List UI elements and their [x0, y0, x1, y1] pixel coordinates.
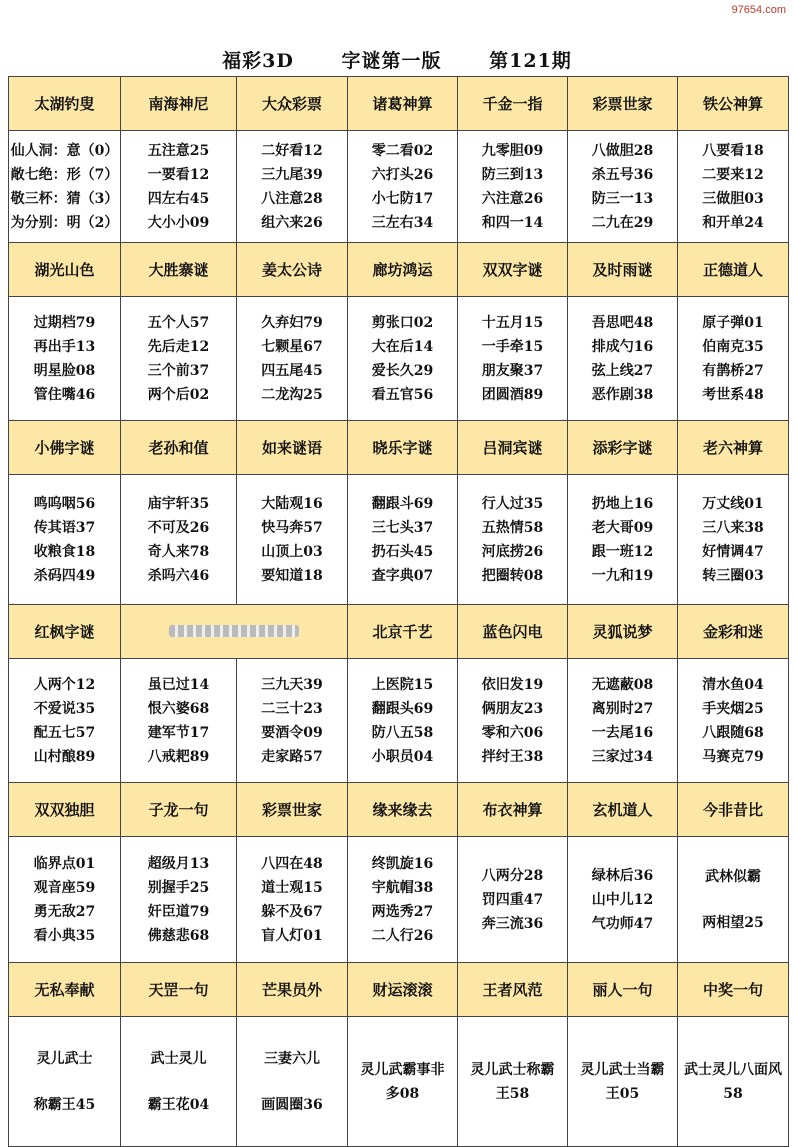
riddle-line: 二好看12 [261, 142, 323, 159]
spacer [237, 1071, 347, 1093]
riddle-line: 朋友聚37 [481, 362, 544, 379]
riddle-line: 十五月15 [481, 314, 544, 331]
column-header: 北京千艺 [348, 605, 458, 659]
blurred-text [169, 625, 299, 637]
page-title [0, 46, 794, 73]
riddle-cell [237, 131, 348, 243]
column-header: 金彩和迷 [678, 605, 789, 659]
column-header: 彩票世家 [237, 783, 348, 837]
riddle-line: 无遮蔽08 [591, 676, 654, 693]
column-header: 南海神尼 [121, 77, 237, 131]
riddle-line: 二要来12 [702, 166, 764, 183]
header-row [9, 243, 789, 297]
column-header: 晓乐字谜 [348, 421, 458, 475]
riddle-line: 八跟随68 [702, 724, 764, 741]
riddle-line: 好情调47 [702, 543, 764, 560]
riddle-line: 跟一班12 [591, 543, 654, 560]
riddle-line: 快马奔57 [261, 519, 323, 536]
riddle-line: 八戒耙89 [147, 748, 210, 765]
column-header: 吕洞宾谜 [458, 421, 568, 475]
column-header: 子龙一句 [121, 783, 237, 837]
riddle-line: 查字典07 [371, 567, 434, 584]
column-header: 及时雨谜 [568, 243, 678, 297]
intro-line: 敞七绝：形（7） [10, 166, 119, 183]
riddle-cell [348, 1017, 458, 1147]
riddle-line: 二三十23 [261, 700, 323, 717]
riddle-line: 和四一14 [481, 214, 544, 231]
intro-line: 敬三杯：猜（3） [10, 190, 119, 207]
intro-line: 为分别：明（2） [10, 214, 119, 231]
riddle-cell [678, 475, 789, 605]
riddle-line: 二龙沟25 [261, 386, 323, 403]
spacer [121, 1071, 236, 1093]
riddle-cell [348, 131, 458, 243]
riddle-line: 灵儿武士当霸王05 [580, 1061, 665, 1102]
column-header: 大众彩票 [237, 77, 348, 131]
riddle-line: 防三一13 [591, 190, 654, 207]
riddle-cell [458, 475, 568, 605]
riddle-line: 拌纣王38 [481, 748, 544, 765]
riddle-cell [9, 475, 121, 605]
riddle-line: 两选秀27 [371, 903, 434, 920]
riddle-line: 转三圈03 [702, 567, 764, 584]
riddle-line: 武士灵儿 [150, 1050, 207, 1067]
riddle-cell [458, 131, 568, 243]
riddle-line: 考世系48 [702, 386, 764, 403]
riddle-line: 传其语37 [33, 519, 96, 536]
riddle-line: 要知道18 [261, 567, 323, 584]
riddle-cell [121, 297, 237, 421]
column-header: 灵狐说梦 [568, 605, 678, 659]
riddle-line: 排成勺16 [591, 338, 654, 355]
riddle-line: 先后走12 [147, 338, 210, 355]
riddle-line: 八要看18 [702, 142, 764, 159]
riddle-line: 剪张口02 [371, 314, 434, 331]
riddle-cell [678, 1017, 789, 1147]
intro-line: 仙人洞：意（0） [10, 142, 119, 159]
obscured-header [121, 605, 348, 659]
riddle-line: 鸣呜咽56 [33, 495, 96, 512]
header-row [9, 77, 789, 131]
riddle-line: 两个后02 [147, 386, 210, 403]
riddle-cell [121, 131, 237, 243]
header-row [9, 605, 789, 659]
riddle-line: 奇人来78 [147, 543, 210, 560]
spacer [9, 1071, 120, 1093]
riddle-cell [568, 659, 678, 783]
riddle-line: 久弃妇79 [261, 314, 323, 331]
riddle-cell [121, 659, 237, 783]
riddle-line: 三九天39 [261, 676, 323, 693]
column-header: 无私奉献 [9, 963, 121, 1017]
header-row [9, 421, 789, 475]
riddle-line: 七颗星67 [261, 338, 323, 355]
riddle-line: 奸臣道79 [147, 903, 210, 920]
riddle-cell [348, 297, 458, 421]
riddle-line: 小七防17 [371, 190, 434, 207]
riddle-line: 三八来38 [702, 519, 764, 536]
riddle-cell [678, 131, 789, 243]
riddle-line: 九零胆09 [481, 142, 544, 159]
header-row [9, 963, 789, 1017]
riddle-cell [348, 659, 458, 783]
riddle-line: 不爱说35 [33, 700, 96, 717]
riddle-cell [678, 659, 789, 783]
riddle-line: 三妻六儿 [264, 1050, 320, 1067]
riddle-line: 上医院15 [371, 676, 434, 693]
riddle-line: 画圆圈36 [261, 1096, 323, 1113]
riddle-line: 灵儿武士 [36, 1050, 93, 1067]
riddle-line: 杀五号36 [591, 166, 654, 183]
riddle-line: 超级月13 [147, 855, 210, 872]
riddle-line: 终凯旋16 [371, 855, 434, 872]
riddle-line: 小职员04 [371, 748, 434, 765]
riddle-line: 四五尾45 [261, 362, 323, 379]
riddle-line: 八两分28 [481, 867, 544, 884]
riddle-cell [9, 1017, 121, 1147]
column-header: 彩票世家 [568, 77, 678, 131]
riddle-cell [458, 297, 568, 421]
riddle-line: 灵儿武士称霸王58 [470, 1061, 555, 1102]
riddle-line: 把圈转08 [481, 567, 544, 584]
riddle-line: 俩朋友23 [481, 700, 544, 717]
riddle-line: 三七头37 [371, 519, 434, 536]
column-header: 大胜寨谜 [121, 243, 237, 297]
riddle-line: 走家路57 [261, 748, 323, 765]
header-row [9, 783, 789, 837]
riddle-cell [458, 659, 568, 783]
column-header: 铁公神算 [678, 77, 789, 131]
column-header: 王者风范 [458, 963, 568, 1017]
riddle-line: 组六来26 [261, 214, 323, 231]
riddle-line: 再出手13 [33, 338, 96, 355]
column-header: 老孙和值 [121, 421, 237, 475]
riddle-line: 二人行26 [371, 927, 434, 944]
riddle-line: 有鹊桥27 [702, 362, 764, 379]
riddle-cell [568, 837, 678, 963]
riddle-cell [237, 475, 348, 605]
riddle-cell [237, 297, 348, 421]
riddle-line: 看小典35 [33, 927, 96, 944]
column-header: 芒果员外 [237, 963, 348, 1017]
riddle-line: 和开单24 [702, 214, 764, 231]
riddle-line: 绿林后36 [591, 867, 654, 884]
riddle-line: 临界点01 [33, 855, 96, 872]
content-row [9, 837, 789, 963]
column-header: 小佛字谜 [9, 421, 121, 475]
riddle-cell [121, 1017, 237, 1147]
riddle-cell [121, 475, 237, 605]
riddle-line: 一去尾16 [591, 724, 654, 741]
riddle-line: 勇无敌27 [33, 903, 96, 920]
riddle-line: 离别时27 [591, 700, 654, 717]
riddle-line: 河底捞26 [481, 543, 544, 560]
riddle-line: 翻跟斗69 [371, 495, 434, 512]
riddle-cell [458, 1017, 568, 1147]
content-row [9, 659, 789, 783]
riddle-line: 两相望25 [702, 914, 764, 931]
riddle-line: 八注意28 [261, 190, 323, 207]
riddle-cell [348, 837, 458, 963]
riddle-line: 配五七57 [33, 724, 96, 741]
riddle-line: 建军节17 [147, 724, 210, 741]
riddle-line: 团圆酒89 [481, 386, 544, 403]
riddle-line: 一要看12 [147, 166, 210, 183]
riddle-line: 管住嘴46 [33, 386, 96, 403]
riddle-line: 万丈线01 [702, 495, 764, 512]
riddle-cell [678, 297, 789, 421]
riddle-line: 吾思吧48 [591, 314, 654, 331]
column-header: 红枫字谜 [9, 605, 121, 659]
riddle-line: 不可及26 [147, 519, 210, 536]
riddle-line: 山中儿12 [591, 891, 654, 908]
column-header: 姜太公诗 [237, 243, 348, 297]
column-header: 如来谜语 [237, 421, 348, 475]
riddle-line: 山顶上03 [261, 543, 323, 560]
riddle-line: 过期档79 [33, 314, 96, 331]
title-edition: 字谜第一版 [341, 50, 442, 72]
column-header: 老六神算 [678, 421, 789, 475]
title-issue: 第121期 [489, 50, 572, 72]
riddle-line: 老大哥09 [591, 519, 654, 536]
riddle-line: 恨六婆68 [147, 700, 210, 717]
column-header: 千金一指 [458, 77, 568, 131]
content-row [9, 131, 789, 243]
riddle-cell [458, 837, 568, 963]
riddle-line: 人两个12 [33, 676, 96, 693]
column-header: 丽人一句 [568, 963, 678, 1017]
spacer [678, 889, 788, 911]
column-header: 玄机道人 [568, 783, 678, 837]
riddle-line: 恶作剧38 [591, 386, 654, 403]
riddle-line: 观音座59 [33, 879, 96, 896]
riddle-line: 三做胆03 [702, 190, 764, 207]
column-header: 双双字谜 [458, 243, 568, 297]
riddle-line: 武林似霸 [705, 868, 761, 885]
riddle-line: 看五官56 [371, 386, 434, 403]
column-header: 财运滚滚 [348, 963, 458, 1017]
riddle-line: 零和六06 [481, 724, 544, 741]
riddle-line: 一九和19 [591, 567, 654, 584]
riddle-line: 佛慈悲68 [147, 927, 210, 944]
riddle-line: 零二看02 [371, 142, 434, 159]
riddle-line: 翻跟头69 [371, 700, 434, 717]
riddle-line: 宇航帽38 [371, 879, 434, 896]
riddle-line: 三家过34 [591, 748, 654, 765]
column-header: 天罡一句 [121, 963, 237, 1017]
riddle-line: 二九在29 [591, 214, 654, 231]
riddle-line: 八四在48 [261, 855, 323, 872]
riddle-line: 依旧发19 [481, 676, 544, 693]
riddle-cell [9, 297, 121, 421]
riddle-cell [568, 131, 678, 243]
column-header: 湖光山色 [9, 243, 121, 297]
riddle-cell [121, 837, 237, 963]
riddle-line: 弦上线27 [591, 362, 654, 379]
riddle-line: 收粮食18 [33, 543, 96, 560]
riddle-line: 山村酿89 [33, 748, 96, 765]
column-header: 正德道人 [678, 243, 789, 297]
column-header: 添彩字谜 [568, 421, 678, 475]
riddle-line: 武士灵儿八面风58 [684, 1061, 782, 1102]
column-header: 诸葛神算 [348, 77, 458, 131]
content-row [9, 297, 789, 421]
title-lottery: 福彩3D [222, 50, 294, 72]
content-row [9, 475, 789, 605]
riddle-line: 三个前37 [147, 362, 210, 379]
riddle-line: 庙宇轩35 [147, 495, 210, 512]
riddle-line: 爱长久29 [371, 362, 434, 379]
riddle-line: 扔地上16 [591, 495, 654, 512]
riddle-line: 大陆观16 [261, 495, 323, 512]
riddle-line: 气功师47 [591, 915, 654, 932]
column-header: 太湖钓叟 [9, 77, 121, 131]
riddle-line: 原子弹01 [702, 314, 764, 331]
riddle-line: 一手牵15 [481, 338, 544, 355]
riddle-cell [237, 659, 348, 783]
riddle-line: 防八五58 [371, 724, 434, 741]
riddle-line: 大在后14 [371, 338, 434, 355]
column-header: 蓝色闪电 [458, 605, 568, 659]
riddle-cell [237, 837, 348, 963]
riddle-line: 罚四重47 [481, 891, 544, 908]
riddle-line: 别握手25 [147, 879, 210, 896]
riddle-line: 手夹烟25 [702, 700, 764, 717]
riddle-line: 明星脸08 [33, 362, 96, 379]
riddle-cell [568, 1017, 678, 1147]
riddle-line: 灵儿武霸事非多08 [360, 1061, 445, 1102]
riddle-line: 伯南克35 [702, 338, 764, 355]
riddle-line: 四左右45 [147, 190, 210, 207]
riddle-line: 五个人57 [147, 314, 210, 331]
intro-cell [9, 131, 121, 243]
riddle-line: 五注意25 [147, 142, 210, 159]
riddle-line: 防三到13 [481, 166, 544, 183]
riddle-cell [9, 659, 121, 783]
riddle-line: 杀码四49 [33, 567, 96, 584]
riddle-line: 行人过35 [481, 495, 544, 512]
riddle-cell [678, 837, 789, 963]
column-header: 布衣神算 [458, 783, 568, 837]
column-header: 廊坊鸿运 [348, 243, 458, 297]
riddle-line: 虽已过14 [147, 676, 210, 693]
riddle-line: 奔三流36 [481, 915, 544, 932]
riddle-line: 六注意26 [481, 190, 544, 207]
riddle-line: 五热情58 [481, 519, 544, 536]
riddle-line: 称霸王45 [33, 1096, 96, 1113]
riddle-line: 清水鱼04 [702, 676, 764, 693]
riddle-line: 道士观15 [261, 879, 323, 896]
column-header: 中奖一句 [678, 963, 789, 1017]
riddle-cell [9, 837, 121, 963]
site-watermark: 97654.com [731, 4, 786, 16]
riddle-cell [348, 475, 458, 605]
column-header: 今非昔比 [678, 783, 789, 837]
riddle-line: 躲不及67 [261, 903, 323, 920]
riddle-line: 大小小09 [147, 214, 210, 231]
riddle-cell [568, 297, 678, 421]
riddle-cell [568, 475, 678, 605]
riddle-line: 六打头26 [371, 166, 434, 183]
riddle-line: 要酒令09 [261, 724, 323, 741]
riddle-line: 马赛克79 [702, 748, 764, 765]
riddle-line: 扔石头45 [371, 543, 434, 560]
column-header: 双双独胆 [9, 783, 121, 837]
riddle-line: 杀吗六46 [147, 567, 210, 584]
riddle-line: 盲人灯01 [261, 927, 323, 944]
riddle-cell [237, 1017, 348, 1147]
riddle-line: 八做胆28 [591, 142, 654, 159]
riddle-line: 三九尾39 [261, 166, 323, 183]
content-row [9, 1017, 789, 1147]
riddle-table [8, 76, 789, 1147]
column-header: 缘来缘去 [348, 783, 458, 837]
riddle-line: 三左右34 [371, 214, 434, 231]
riddle-line: 霸王花04 [147, 1096, 210, 1113]
